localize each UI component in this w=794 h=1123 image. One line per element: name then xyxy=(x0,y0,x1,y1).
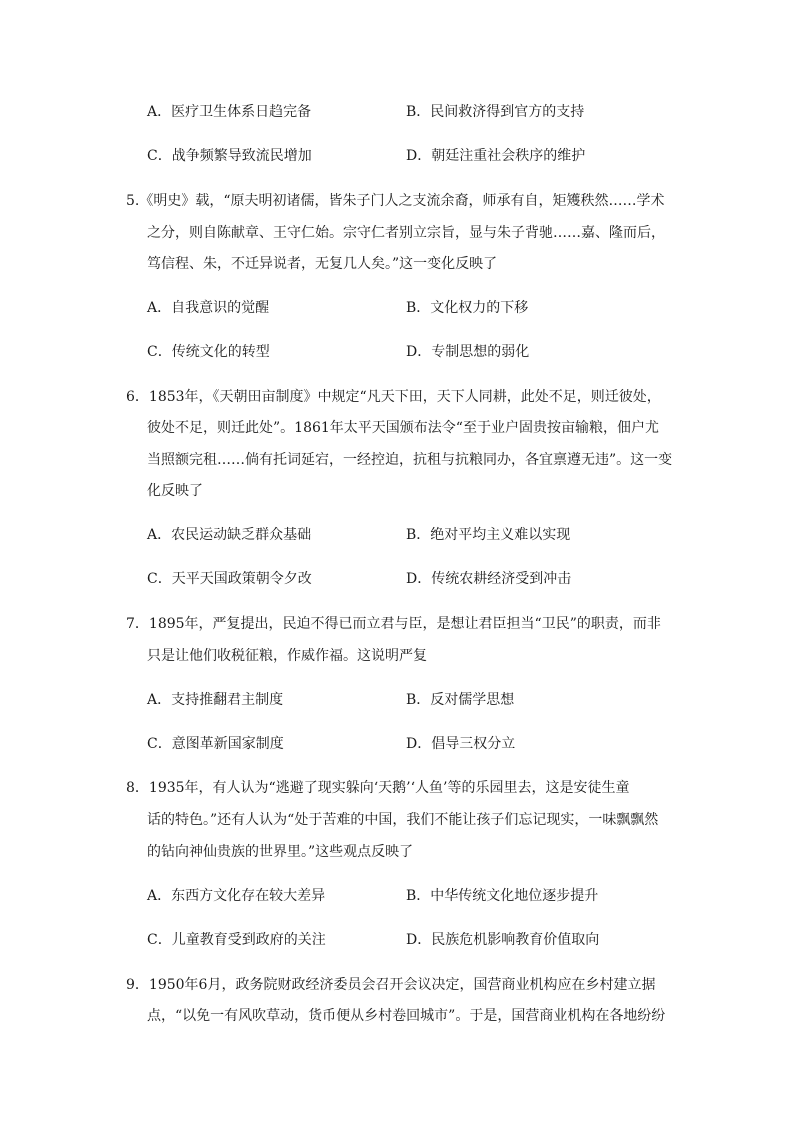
q4-option-a[interactable]: A．医疗卫生体系日趋完备 xyxy=(147,104,312,120)
q6-stem-line-1: 6．1853年，《天朝田亩制度》中规定“凡天下田，天下人同耕，此处不足，则迁彼处， xyxy=(126,389,661,405)
q7-option-b[interactable]: B．反对儒学思想 xyxy=(406,692,515,708)
q5-option-a[interactable]: A．自我意识的觉醒 xyxy=(147,300,270,316)
q7-option-c[interactable]: C．意图革新国家制度 xyxy=(147,736,284,752)
q5-stem-line-2: 之分，则自陈献章、王守仁始。宗守仁者别立宗旨，显与朱子背驰……嘉、隆而后， xyxy=(147,225,665,241)
q8-stem-line-2: 话的特色。”还有人认为“处于苦难的中国，我们不能让孩子们忘记现实，一味飘飘然 xyxy=(147,812,659,828)
q6-option-b[interactable]: B．绝对平均主义难以实现 xyxy=(406,527,571,543)
q5-stem-line-3: 笃信程、朱，不迁异说者，无复几人矣。”这一变化反映了 xyxy=(147,256,498,272)
q7-stem-line-2: 只是让他们收税征粮，作威作福。这说明严复 xyxy=(147,648,427,664)
q8-option-d[interactable]: D．民族危机影响教育价值取向 xyxy=(406,932,600,948)
q6-option-a[interactable]: A．农民运动缺乏群众基础 xyxy=(147,527,312,543)
q8-option-a[interactable]: A．东西方文化存在较大差异 xyxy=(147,888,326,904)
q8-stem-line-1: 8．1935年，有人认为“逃避了现实躲向‘天鹅’‘人鱼’等的乐园里去，这是安徒生童 xyxy=(126,780,630,796)
q4-option-d[interactable]: D．朝廷注重社会秩序的维护 xyxy=(406,148,586,164)
q6-option-d[interactable]: D．传统农耕经济受到冲击 xyxy=(406,571,572,587)
q8-option-b[interactable]: B．中华传统文化地位逐步提升 xyxy=(406,888,599,904)
q7-option-d[interactable]: D．倡导三权分立 xyxy=(406,736,516,752)
q6-stem-line-3: 当照额完租……倘有托词延宕，一经控迫，抗租与抗粮同办，各宜禀遵无违”。这一变 xyxy=(147,452,673,468)
q6-stem-line-4: 化反映了 xyxy=(147,483,203,499)
q6-stem-line-2: 彼处不足，则迁此处”。1861年太平天国颁布法令“至于业户固贵按亩输粮，佃户尤 xyxy=(147,420,659,436)
q9-stem-line-2: 点，“以免一有风吹草动，货币便从乡村卷回城市”。于是，国营商业机构在各地纷纷 xyxy=(147,1008,666,1024)
q5-option-b[interactable]: B．文化权力的下移 xyxy=(406,300,529,316)
q8-option-c[interactable]: C．儿童教育受到政府的关注 xyxy=(147,932,326,948)
q5-option-c[interactable]: C．传统文化的转型 xyxy=(147,344,270,360)
q7-stem-line-1: 7．1895年，严复提出，民迫不得已而立君与臣，是想让君臣担当“卫民”的职责，而非 xyxy=(126,616,661,632)
q4-option-c[interactable]: C．战争频繁导致流民增加 xyxy=(147,148,312,164)
q8-stem-line-3: 的钻向神仙贵族的世界里。”这些观点反映了 xyxy=(147,844,414,860)
q5-stem-line-1: 5.《明史》载，“原夫明初诸儒，皆朱子门人之支流余裔，师承有自，矩矱秩然……学术 xyxy=(126,193,665,209)
q4-option-b[interactable]: B．民间救济得到官方的支持 xyxy=(406,104,585,120)
q6-option-c[interactable]: C．天平天国政策朝令夕改 xyxy=(147,571,312,587)
q7-option-a[interactable]: A．支持推翻君主制度 xyxy=(147,692,284,708)
q9-stem-line-1: 9．1950年6月，政务院财政经济委员会召开会议决定，国营商业机构应在乡村建立据 xyxy=(126,977,656,993)
q5-option-d[interactable]: D．专制思想的弱化 xyxy=(406,344,530,360)
